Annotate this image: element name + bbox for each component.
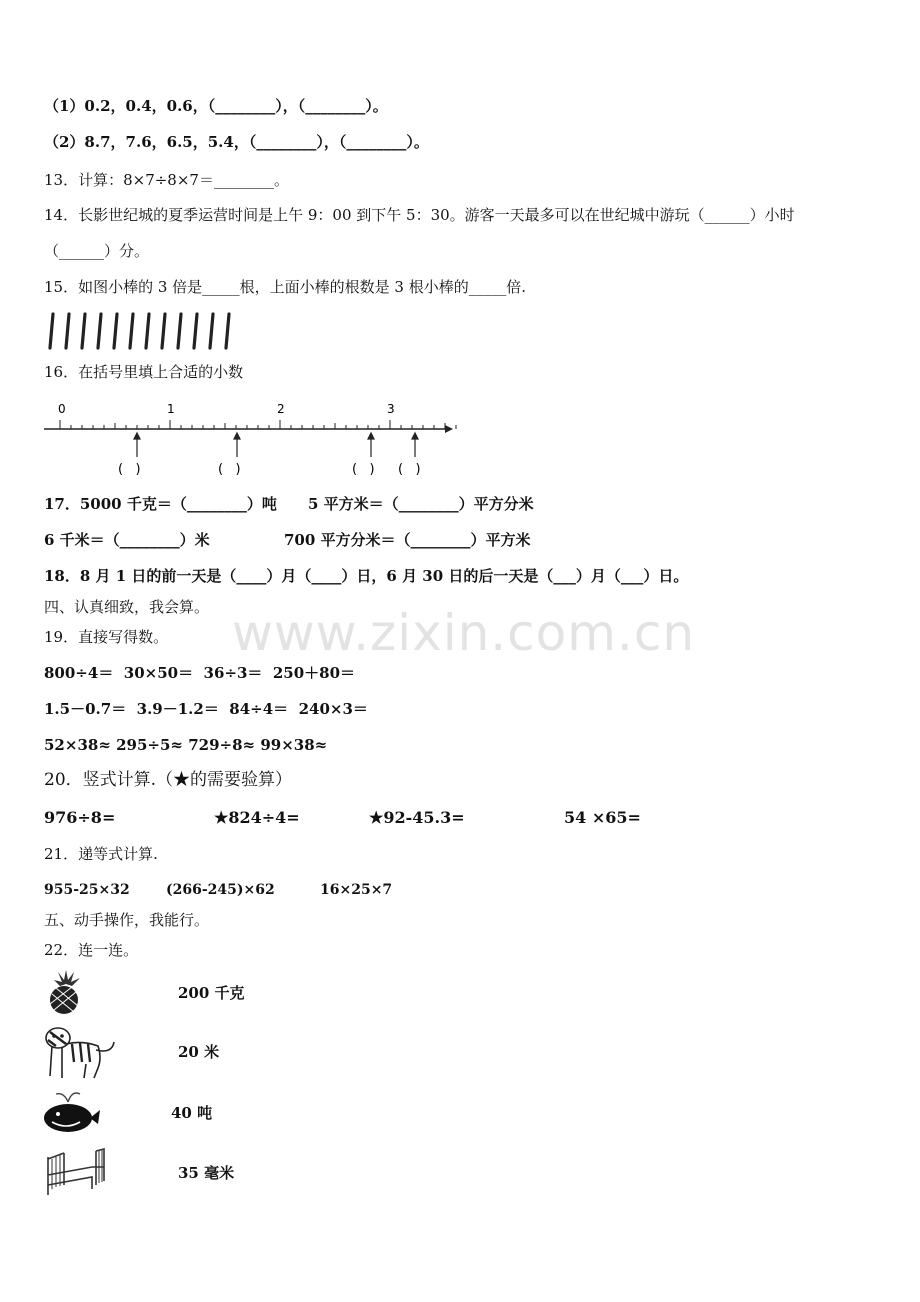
q19: 19．直接写得数。: [44, 628, 169, 646]
q14-line2: （______）分。: [44, 242, 150, 260]
q20: 20．竖式计算.（★的需要验算）: [44, 770, 293, 790]
q19-row3: 52×38≈ 295÷5≈ 729÷8≈ 99×38≈: [44, 736, 328, 754]
q16: 16．在括号里填上合适的小数: [44, 363, 244, 381]
q19-row1: 800÷4＝ 30×50＝ 36÷3＝ 250＋80＝: [44, 664, 356, 682]
watermark: www.zixin.com.cn: [232, 604, 696, 662]
q21: 21．递等式计算.: [44, 845, 158, 863]
section-4-title: 四、认真细致，我会算。: [44, 598, 210, 616]
q12-part1: （1）0.2，0.4，0.6，（________），（________）。: [44, 97, 388, 115]
q17-a: 17．5000 千克＝（________）吨: [44, 495, 277, 513]
q17-d: 700 平方分米＝（________）平方米: [284, 531, 531, 549]
match-label-2: 20 米: [178, 1043, 220, 1061]
tiger-icon: [42, 1024, 118, 1082]
nl-bracket-4: ( ): [398, 462, 421, 477]
section-5-title: 五、动手操作，我能行。: [44, 911, 210, 929]
q20-d: 54 ×65=: [564, 808, 641, 827]
nl-bracket-1: ( ): [118, 462, 141, 477]
nl-bracket-2: ( ): [218, 462, 241, 477]
q20-a: 976÷8=: [44, 808, 116, 827]
match-label-3: 40 吨: [171, 1104, 213, 1122]
q19-row2: 1.5－0.7＝ 3.9－1.2＝ 84÷4＝ 240×3＝: [44, 700, 368, 718]
bed-icon: [44, 1145, 108, 1197]
nl-label-3: 3: [387, 402, 395, 416]
nl-bracket-3: ( ): [352, 462, 375, 477]
nl-label-0: 0: [58, 402, 66, 416]
q17-c: 6 千米＝（________）米: [44, 531, 210, 549]
q17-b: 5 平方米＝（________）平方分米: [308, 495, 534, 513]
q13: 13．计算：8×7÷8×7＝________。: [44, 171, 289, 189]
q21-a: 955-25×32: [44, 882, 130, 898]
q21-b: (266-245)×62: [166, 882, 275, 898]
whale-icon: [42, 1088, 102, 1136]
sticks-figure: [44, 310, 234, 352]
pineapple-icon: [44, 968, 84, 1016]
q12-part2: （2）8.7，7.6，6.5，5.4，（________），（________）。: [44, 133, 429, 151]
nl-label-2: 2: [277, 402, 285, 416]
number-line: [40, 396, 460, 480]
match-label-4: 35 毫米: [178, 1164, 235, 1182]
q18: 18．8 月 1 日的前一天是（____）月（____）日，6 月 30 日的后一天是（___）月（___）日。: [44, 567, 689, 585]
q21-c: 16×25×7: [320, 882, 393, 898]
q15: 15．如图小棒的 3 倍是_____根，上面小棒的根数是 3 根小棒的_____倍.: [44, 278, 527, 296]
q20-c: ★92-45.3=: [369, 808, 465, 827]
q22: 22．连一连。: [44, 941, 139, 959]
q14-line1: 14．长影世纪城的夏季运营时间是上午 9：00 到下午 5：30。游客一天最多可以在世纪城中游玩（______）小时: [44, 206, 795, 224]
q20-b: ★824÷4=: [214, 808, 300, 827]
match-label-1: 200 千克: [178, 984, 245, 1002]
nl-label-1: 1: [167, 402, 175, 416]
